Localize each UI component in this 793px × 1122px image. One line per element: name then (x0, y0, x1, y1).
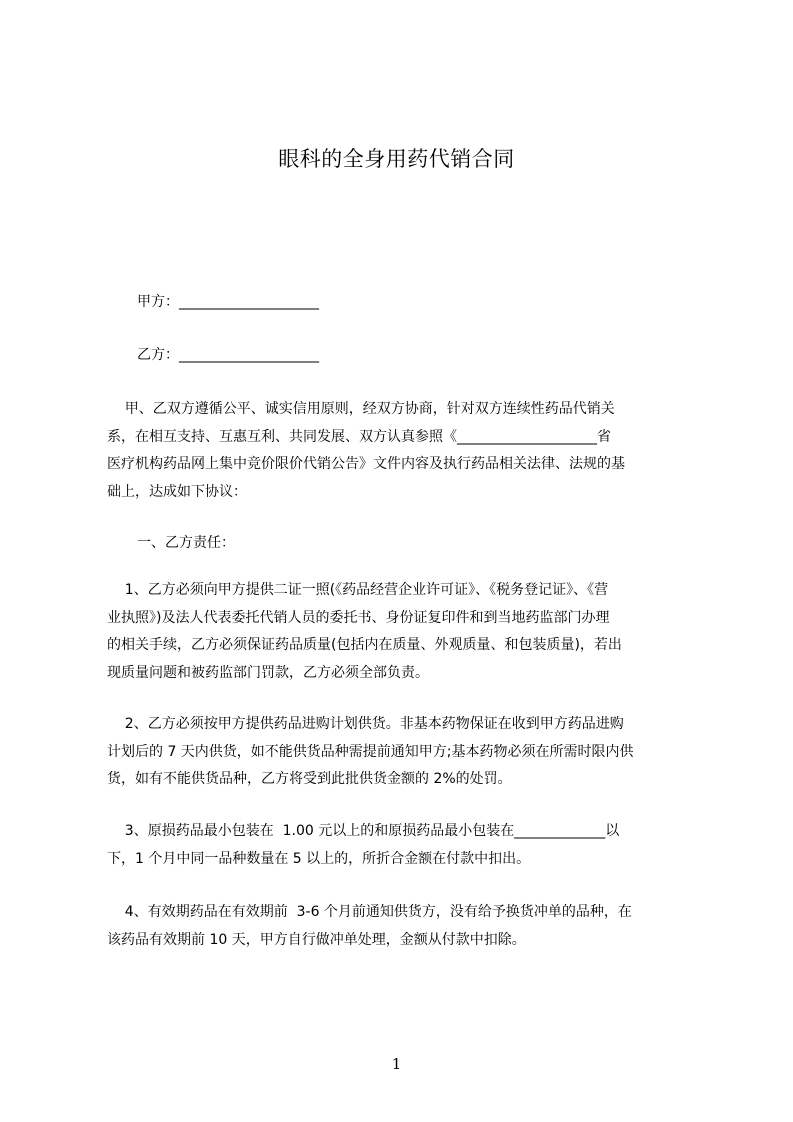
intro-line: 系，在相互支持、互惠互利、共同发展、双方认真参照《____________________省 (107, 428, 611, 445)
clause-line: 货，如有不能供货品种，乙方将受到此批供货金额的 2%的处罚。 (107, 771, 512, 787)
clause-line: 3、原损药品最小包装在 1.00 元以上的和原损药品最小包装在_____________以 (107, 823, 620, 839)
clause-line: 现质量问题和被药监部门罚款，乙方必须全部负责。 (107, 664, 429, 681)
clause-line: 1、乙方必须向甲方提供二证一照(《药品经营企业许可证》、《税务登记证》、《营 (107, 582, 609, 598)
clause-line: 的相关手续，乙方必须保证药品质量(包括内在质量、外观质量、和包装质量)，若出 (107, 637, 622, 653)
clause-line: 该药品有效期前 10 天，甲方自行做冲单处理，金额从付款中扣除。 (107, 931, 526, 948)
clause-4-paragraph (107, 899, 707, 954)
section-heading: 一、乙方责任： (137, 535, 235, 551)
party-a-line: 甲方：____________________ (137, 294, 319, 310)
clause-line: 2、乙方必须按甲方提供药品进购计划供货。非基本药物保证在收到甲方药品进购 (107, 716, 624, 732)
party-b-line: 乙方：____________________ (137, 347, 319, 363)
clause-1-paragraph (107, 577, 707, 687)
page-number: 1 (391, 1055, 402, 1073)
intro-paragraph (107, 396, 707, 506)
clause-line: 4、有效期药品在有效期前 3-6 个月前通知供货方，没有给予换货冲单的品种，在 (107, 904, 632, 920)
intro-line: 甲、乙双方遵循公平、诚实信用原则，经双方协商，针对双方连续性药品代销关 (107, 401, 615, 417)
clause-line: 计划后的 7 天内供货，如不能供货品种需提前通知甲方;基本药物必须在所需时限内供 (107, 743, 634, 760)
clause-line: 下，1 个月中同一品种数量在 5 以上的，所折合金额在付款中扣出。 (107, 850, 531, 867)
intro-line: 础上，达成如下协议： (107, 483, 247, 500)
clause-line: 业执照》)及法人代表委托代销人员的委托书、身份证复印件和到当地药监部门办理 (107, 609, 610, 626)
clause-2-paragraph (107, 711, 707, 794)
clause-3-paragraph (107, 818, 707, 873)
intro-line: 医疗机构药品网上集中竞价限价代销公告》文件内容及执行药品相关法律、法规的基 (107, 456, 625, 472)
document-title: 眼科的全身用药代销合同 (278, 147, 515, 171)
